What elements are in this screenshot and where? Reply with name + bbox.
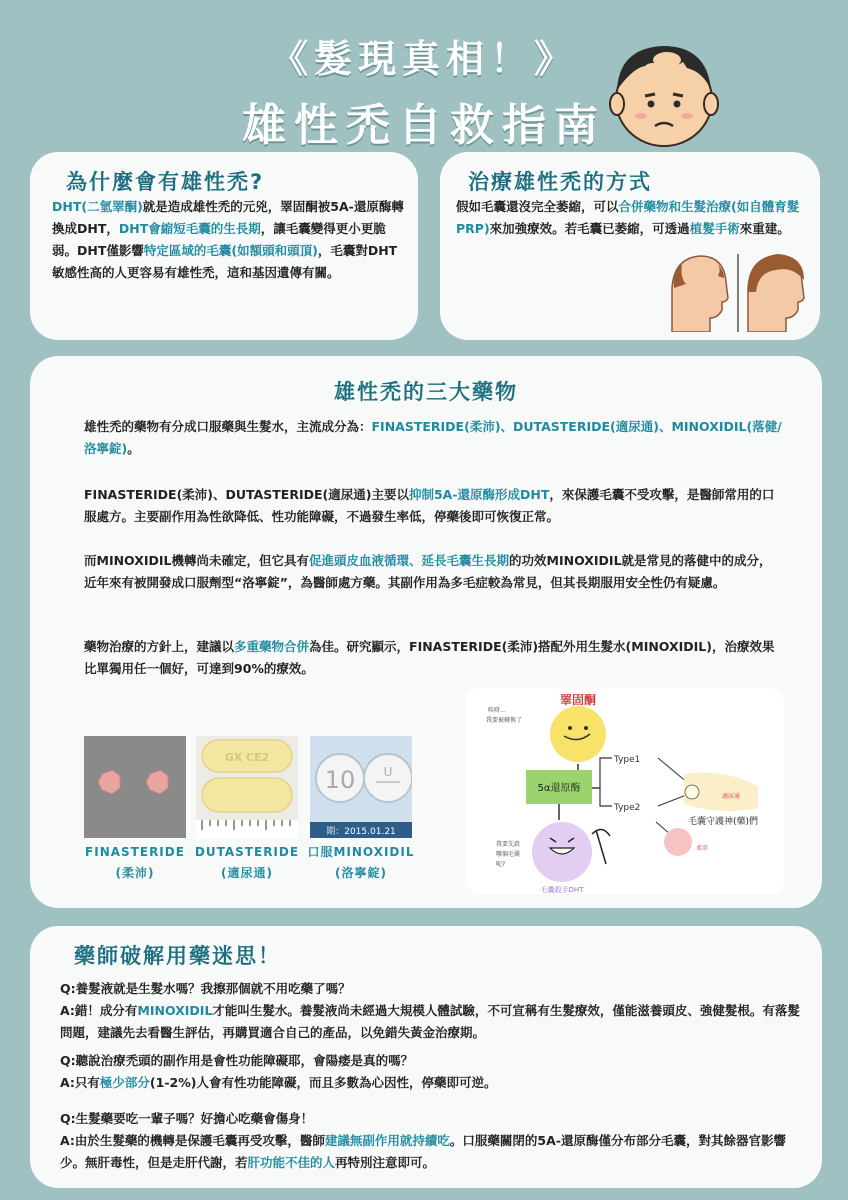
answer-seg: A:由於生髮藥的機轉是保護毛囊再受攻擊，醫師 bbox=[60, 1133, 325, 1148]
p3-seg-1: 而MINOXIDIL機轉尚未確定，但它具有 bbox=[84, 553, 310, 568]
answer-seg-highlight: 建議無副作用就持續吃 bbox=[324, 1133, 450, 1148]
myths-card bbox=[30, 926, 822, 1188]
why-card bbox=[30, 152, 418, 340]
dht-speech-1: 我要先殺 bbox=[496, 841, 521, 848]
treat-seg-1: 假如毛囊還沒完全萎縮，可以 bbox=[456, 199, 619, 214]
drugs-paragraph-2 bbox=[84, 484, 784, 528]
p3-seg-2: 促進頭皮血液循環、延長毛囊生長期 bbox=[309, 553, 510, 568]
dht-speech-2: 哪個毛囊 bbox=[496, 851, 521, 858]
why-seg-2: 就是造成雄性禿的元兇，睪固酮被5A-還原酶轉換成DHT， bbox=[52, 199, 404, 236]
capsule-imprint: GX CE2 bbox=[224, 751, 270, 764]
drugs-card bbox=[30, 356, 822, 908]
page-title-line1: 《髮現真相！》 bbox=[269, 37, 578, 81]
myth-question: Q:生髮藥要吃一輩子嗎？好擔心吃藥會傷身！ bbox=[60, 1111, 314, 1126]
drugs-paragraph-1 bbox=[84, 416, 784, 460]
enzyme-label: 5α還原酶 bbox=[537, 783, 581, 794]
speech-1: 唉呀… bbox=[488, 707, 507, 714]
expiry-label: 期：2015.01.21 bbox=[326, 827, 396, 837]
type2-label: Type2 bbox=[614, 803, 641, 813]
p4-seg-1: 藥物治療的方針上，建議以 bbox=[84, 639, 235, 654]
myth-answer bbox=[60, 1072, 800, 1094]
answer-seg-highlight: 肝功能不佳的人 bbox=[247, 1155, 336, 1170]
why-text bbox=[52, 196, 406, 284]
dutasteride-guardian-label: 適尿通 bbox=[722, 793, 741, 800]
myth-answer bbox=[60, 1000, 800, 1044]
p4-seg-3: 為佳。研究顯示，FINASTERIDE(柔沛)搭配外用生髮水(MINOXIDIL)，治療效果比單獨用任一個好，可達到90%的療效。 bbox=[84, 639, 775, 676]
hair-transplant-before-after-icon bbox=[666, 248, 810, 332]
why-seg-5: 特定區域的毛囊(如額頭和頭頂) bbox=[143, 243, 318, 258]
finasteride-guardian-label: 柔沛 bbox=[696, 845, 709, 852]
why-title: 為什麼會有雄性禿? bbox=[66, 170, 265, 194]
myth-item-3 bbox=[60, 1108, 800, 1174]
type1-label: Type1 bbox=[614, 755, 641, 765]
speech-2: 我要被轉換了 bbox=[486, 717, 523, 724]
treatment-title: 治療雄性禿的方式 bbox=[468, 170, 652, 194]
myth-answer bbox=[60, 1130, 800, 1174]
answer-seg: 才能叫生髮水。養髮液尚未經過大規模人體試驗，不可宣稱有生髮療效，僅能滋養頭皮、強健髮根。有落髮問題，建議先去看醫生評估，再購買適合自己的產品，以免錯失黃金治療期。 bbox=[60, 1003, 800, 1040]
treat-seg-3: 來加強療效。若毛囊已萎縮，可透過 bbox=[489, 221, 690, 236]
tablet-imprint-a: 10 bbox=[324, 766, 356, 794]
why-seg-4: ，讓毛囊變得更小更脆弱。DHT僅影響 bbox=[52, 221, 386, 258]
answer-seg: 再特別注意即可。 bbox=[335, 1155, 436, 1170]
dht-label: 毛囊殺手DHT bbox=[540, 886, 584, 894]
pill-alias: (洛寧錠) bbox=[335, 866, 387, 880]
drugs-paragraph-3 bbox=[84, 550, 784, 594]
why-seg-1: DHT(二氫睪酮) bbox=[52, 199, 143, 214]
pill-label-finasteride bbox=[75, 842, 195, 884]
myth-question: Q:養髮液就是生髮水嗎？我擦那個就不用吃藥了嗎？ bbox=[60, 981, 351, 996]
p1-seg-3: 。 bbox=[127, 441, 140, 456]
p4-seg-2: 多重藥物合併 bbox=[234, 639, 310, 654]
pill-alias: (適尿通) bbox=[221, 866, 273, 880]
drugs-title: 雄性禿的三大藥物 bbox=[334, 380, 518, 404]
answer-seg-highlight: MINOXIDIL bbox=[137, 1003, 213, 1018]
pill-alias: (柔沛) bbox=[115, 866, 155, 880]
dht-speech-3: 呢? bbox=[496, 861, 506, 868]
pill-name: DUTASTERIDE bbox=[194, 845, 300, 859]
myth-item-2 bbox=[60, 1050, 800, 1094]
answer-seg-highlight: 極少部分 bbox=[99, 1075, 150, 1090]
tablet-imprint-b: U bbox=[383, 765, 393, 779]
answer-seg: 。口服藥關閉的5A-還原酶僅分布部分毛囊，對其餘器官影響少。無肝毒性，但是走肝代謝，若 bbox=[60, 1133, 786, 1170]
answer-seg: A:錯！成分有 bbox=[60, 1003, 138, 1018]
p2-seg-3: ，來保護毛囊不受攻擊，是醫師常用的口服處方。主要副作用為性欲降低、性功能障礙，不過發生率低，停藥後即可恢復正常。 bbox=[84, 487, 775, 524]
p1-seg-2: FINASTERIDE(柔沛)、DUTASTERIDE(適尿通)、MINOXIDIL(落健/洛寧錠) bbox=[84, 419, 782, 456]
pill-label-dutasteride bbox=[187, 842, 307, 884]
finasteride-pill-photo bbox=[84, 736, 186, 838]
treatment-text bbox=[456, 196, 808, 240]
treatment-card bbox=[440, 152, 820, 340]
p2-seg-1: FINASTERIDE(柔沛)、DUTASTERIDE(適尿通)主要以 bbox=[84, 487, 409, 502]
treat-seg-5: 來重建。 bbox=[739, 221, 790, 236]
drugs-paragraph-4 bbox=[84, 636, 784, 680]
pill-label-minoxidil bbox=[301, 842, 421, 884]
dht-mechanism-diagram bbox=[466, 688, 784, 894]
answer-seg: (1-2%)人會有性功能障礙，而且多數為心因性，停藥即可逆。 bbox=[149, 1075, 497, 1090]
myths-title: 藥師破解用藥迷思！ bbox=[74, 944, 281, 968]
pill-name: FINASTERIDE bbox=[85, 845, 185, 859]
testosterone-label: 睪固酮 bbox=[559, 693, 597, 707]
myth-question: Q:聽說治療禿頭的副作用是會性功能障礙耶，會陽痿是真的嗎？ bbox=[60, 1053, 414, 1068]
p3-seg-3: 的功效MINOXIDIL就是常見的落健中的成分，近年來有被開發成口服劑型“洛寧錠”，為醫師處方藥。其副作用為多毛症較為常見，但其長期服用安全性仍有疑慮。 bbox=[84, 553, 772, 590]
page-title-line2: 雄性禿自救指南 bbox=[242, 100, 606, 151]
p2-seg-2: 抑制5A-還原酶形成DHT bbox=[408, 487, 550, 502]
guardians-label: 毛囊守護神(藥)們 bbox=[688, 817, 759, 827]
why-seg-3: DHT會縮短毛囊的生長期 bbox=[118, 221, 261, 236]
balding-man-mascot-icon bbox=[605, 38, 723, 150]
minoxidil-tablet-photo bbox=[310, 736, 412, 838]
dutasteride-capsule-photo bbox=[196, 736, 298, 838]
pill-name: 口服MINOXIDIL bbox=[307, 845, 415, 859]
myth-item-1 bbox=[60, 978, 800, 1044]
why-seg-6: ，毛囊對DHT敏感性高的人更容易有雄性禿，這和基因遺傳有關。 bbox=[52, 243, 398, 280]
treat-seg-4: 植髮手術 bbox=[689, 221, 740, 236]
treat-seg-2: 合併藥物和生髮治療(如自體育髮PRP) bbox=[456, 199, 800, 236]
answer-seg: A:只有 bbox=[60, 1075, 100, 1090]
p1-seg-1: 雄性禿的藥物有分成口服藥與生髮水，主流成分為： bbox=[84, 419, 372, 434]
